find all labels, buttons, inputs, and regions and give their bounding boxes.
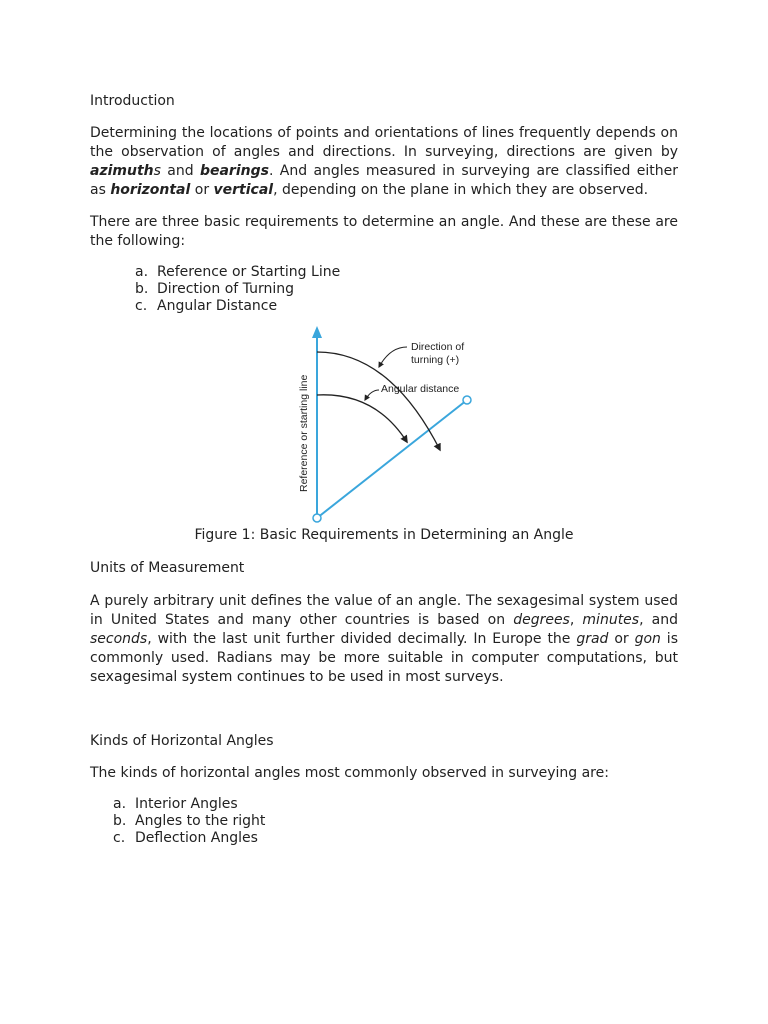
angle-diagram-svg xyxy=(295,322,477,526)
vertical-term: vertical xyxy=(213,182,274,198)
reference-arrowhead xyxy=(312,326,322,338)
direction-leader xyxy=(379,347,407,367)
requirements-list xyxy=(135,264,340,315)
horizontal-term: horizontal xyxy=(110,182,191,198)
angle-line xyxy=(317,400,467,518)
list-item: b. Direction of Turning xyxy=(135,281,294,297)
azimuth-term: azimuth xyxy=(90,163,154,179)
units-heading: Units of Measurement xyxy=(90,560,245,576)
figure-caption: Figure 1: Basic Requirements in Determining an Angle xyxy=(194,527,574,543)
intro-paragraph-2: There are three basic requirements to determine an angle. And these are these are the following: xyxy=(90,214,678,249)
end-point-circle xyxy=(463,396,471,404)
angle-diagram xyxy=(295,322,477,526)
list-item: a. Reference or Starting Line xyxy=(135,264,341,280)
bearings-term: bearings xyxy=(199,163,269,179)
list-item: b. Angles to the right xyxy=(113,813,266,829)
direction-label-line2: turning (+) xyxy=(411,354,460,366)
kinds-heading: Kinds of Horizontal Angles xyxy=(90,733,274,749)
angular-distance-arc xyxy=(317,395,407,442)
kinds-list xyxy=(113,796,265,847)
direction-label-line1: Direction of xyxy=(411,341,465,353)
list-item: c. Angular Distance xyxy=(135,298,278,314)
intro-paragraph-1: Determining the locations of points and orientations of lines frequently depends on the observation of angles and directions. In surveying, directions are given by azimuths and bearings. And angles measured in surveying are classified either as horizontal or vertical, depending on the plane in which they are observed. xyxy=(90,125,678,198)
axis-label: Reference or starting line xyxy=(298,374,310,492)
start-point-circle xyxy=(313,514,321,522)
angular-distance-label: Angular distance xyxy=(381,383,460,395)
intro-heading: Introduction xyxy=(90,93,175,109)
angular-leader xyxy=(365,390,379,400)
units-paragraph: A purely arbitrary unit defines the value of an angle. The sexagesimal system used in United States and many other countries is based on degrees, minutes, and seconds, with the last unit further divided decimally. In Europe the grad or gon is commonly used. Radians may be more suitable in computer computations, but sexagesimal system continues to be used in most surveys. xyxy=(90,593,678,685)
list-item: a. Interior Angles xyxy=(113,796,238,812)
list-item: c. Deflection Angles xyxy=(113,830,258,846)
kinds-paragraph: The kinds of horizontal angles most commonly observed in surveying are: xyxy=(90,765,609,781)
